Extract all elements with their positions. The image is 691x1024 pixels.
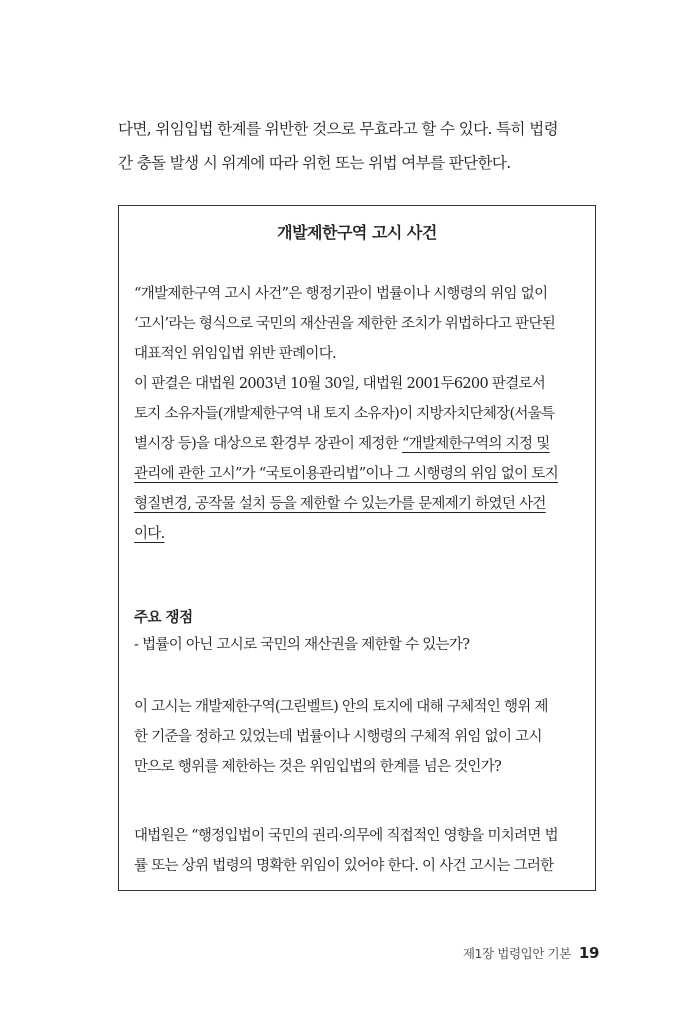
intro-paragraph <box>118 112 600 180</box>
case-p4-line-2: 률 또는 상위 법령의 명확한 위임이 있어야 한다. 이 사건 고시는 그러한 <box>134 858 554 874</box>
case-paragraph-3 <box>134 692 548 782</box>
case-p2-line-3-plain: 별시장 등)을 대상으로 환경부 장관이 제정한 <box>134 436 402 452</box>
issue-item <box>134 630 469 660</box>
case-p2-line-5 <box>134 489 558 519</box>
case-p1-line-1: “개발제한구역 고시 사건”은 행정기관이 법률이나 시행령의 위임 없이 <box>134 286 548 302</box>
case-box-title: 개발제한구역 고시 사건 <box>277 223 437 242</box>
case-p3-line-1: 이 고시는 개발제한구역(그린벨트) 안의 토지에 대해 구체적인 행위 제 <box>134 699 548 715</box>
case-p2-line-3 <box>134 429 558 459</box>
chapter-label: 제1장 법령입안 기본 <box>462 946 571 961</box>
case-p3-line-2: 한 기준을 정하고 있었는데 법률이나 시행령의 구체적 위임 없이 고시 <box>134 729 542 745</box>
case-p2-line-5-underlined: 형질변경, 공작물 설치 등을 제한할 수 있는가를 문제제기 하였던 사건 <box>134 496 546 512</box>
case-p2-line-6-underlined: 이다. <box>134 526 165 542</box>
issue-heading: 주요 쟁점 <box>134 610 193 626</box>
case-p2-line-4-underlined: 관리에 관한 고시”가 “국토이용관리법”이나 그 시행령의 위임 없이 토지 <box>134 466 559 482</box>
case-p2-line-2: 토지 소유자들(개발제한구역 내 토지 소유자)이 지방자치단체장(서울특 <box>134 406 555 422</box>
case-p3-line-3: 만으로 행위를 제한하는 것은 위임입법의 한계를 넘은 것인가? <box>134 759 502 775</box>
case-p1-line-3: 대표적인 위임입법 위반 판례이다. <box>134 346 336 362</box>
case-p2-line-3-underlined: “개발제한구역의 지정 및 <box>401 436 550 452</box>
case-p4-line-1: 대법원은 “행정입법이 국민의 권리·의무에 직접적인 영향을 미치려면 법 <box>134 828 558 844</box>
case-p2-line-6 <box>134 519 558 549</box>
page-number: 19 <box>578 944 599 962</box>
case-box <box>118 205 596 891</box>
intro-line-2: 간 충돌 발생 시 위계에 따라 위헌 또는 위법 여부를 판단한다. <box>118 154 511 172</box>
case-p2-line-4 <box>134 459 558 489</box>
case-paragraph-1 <box>134 279 555 369</box>
case-p1-line-2: ‘고시’라는 형식으로 국민의 재산권을 제한한 조치가 위법하다고 판단된 <box>134 316 556 332</box>
intro-line-1: 다면, 위임입법 한계를 위반한 것으로 무효라고 할 수 있다. 특히 법령 <box>118 120 558 138</box>
case-paragraph-4 <box>134 821 558 881</box>
issue-item-text: - 법률이 아닌 고시로 국민의 재산권을 제한할 수 있는가? <box>134 637 470 653</box>
case-paragraph-2 <box>134 369 558 549</box>
page-footer <box>463 944 599 962</box>
case-p2-line-1: 이 판결은 대법원 2003년 10월 30일, 대법원 2001두6200 판결로서 <box>134 376 546 392</box>
